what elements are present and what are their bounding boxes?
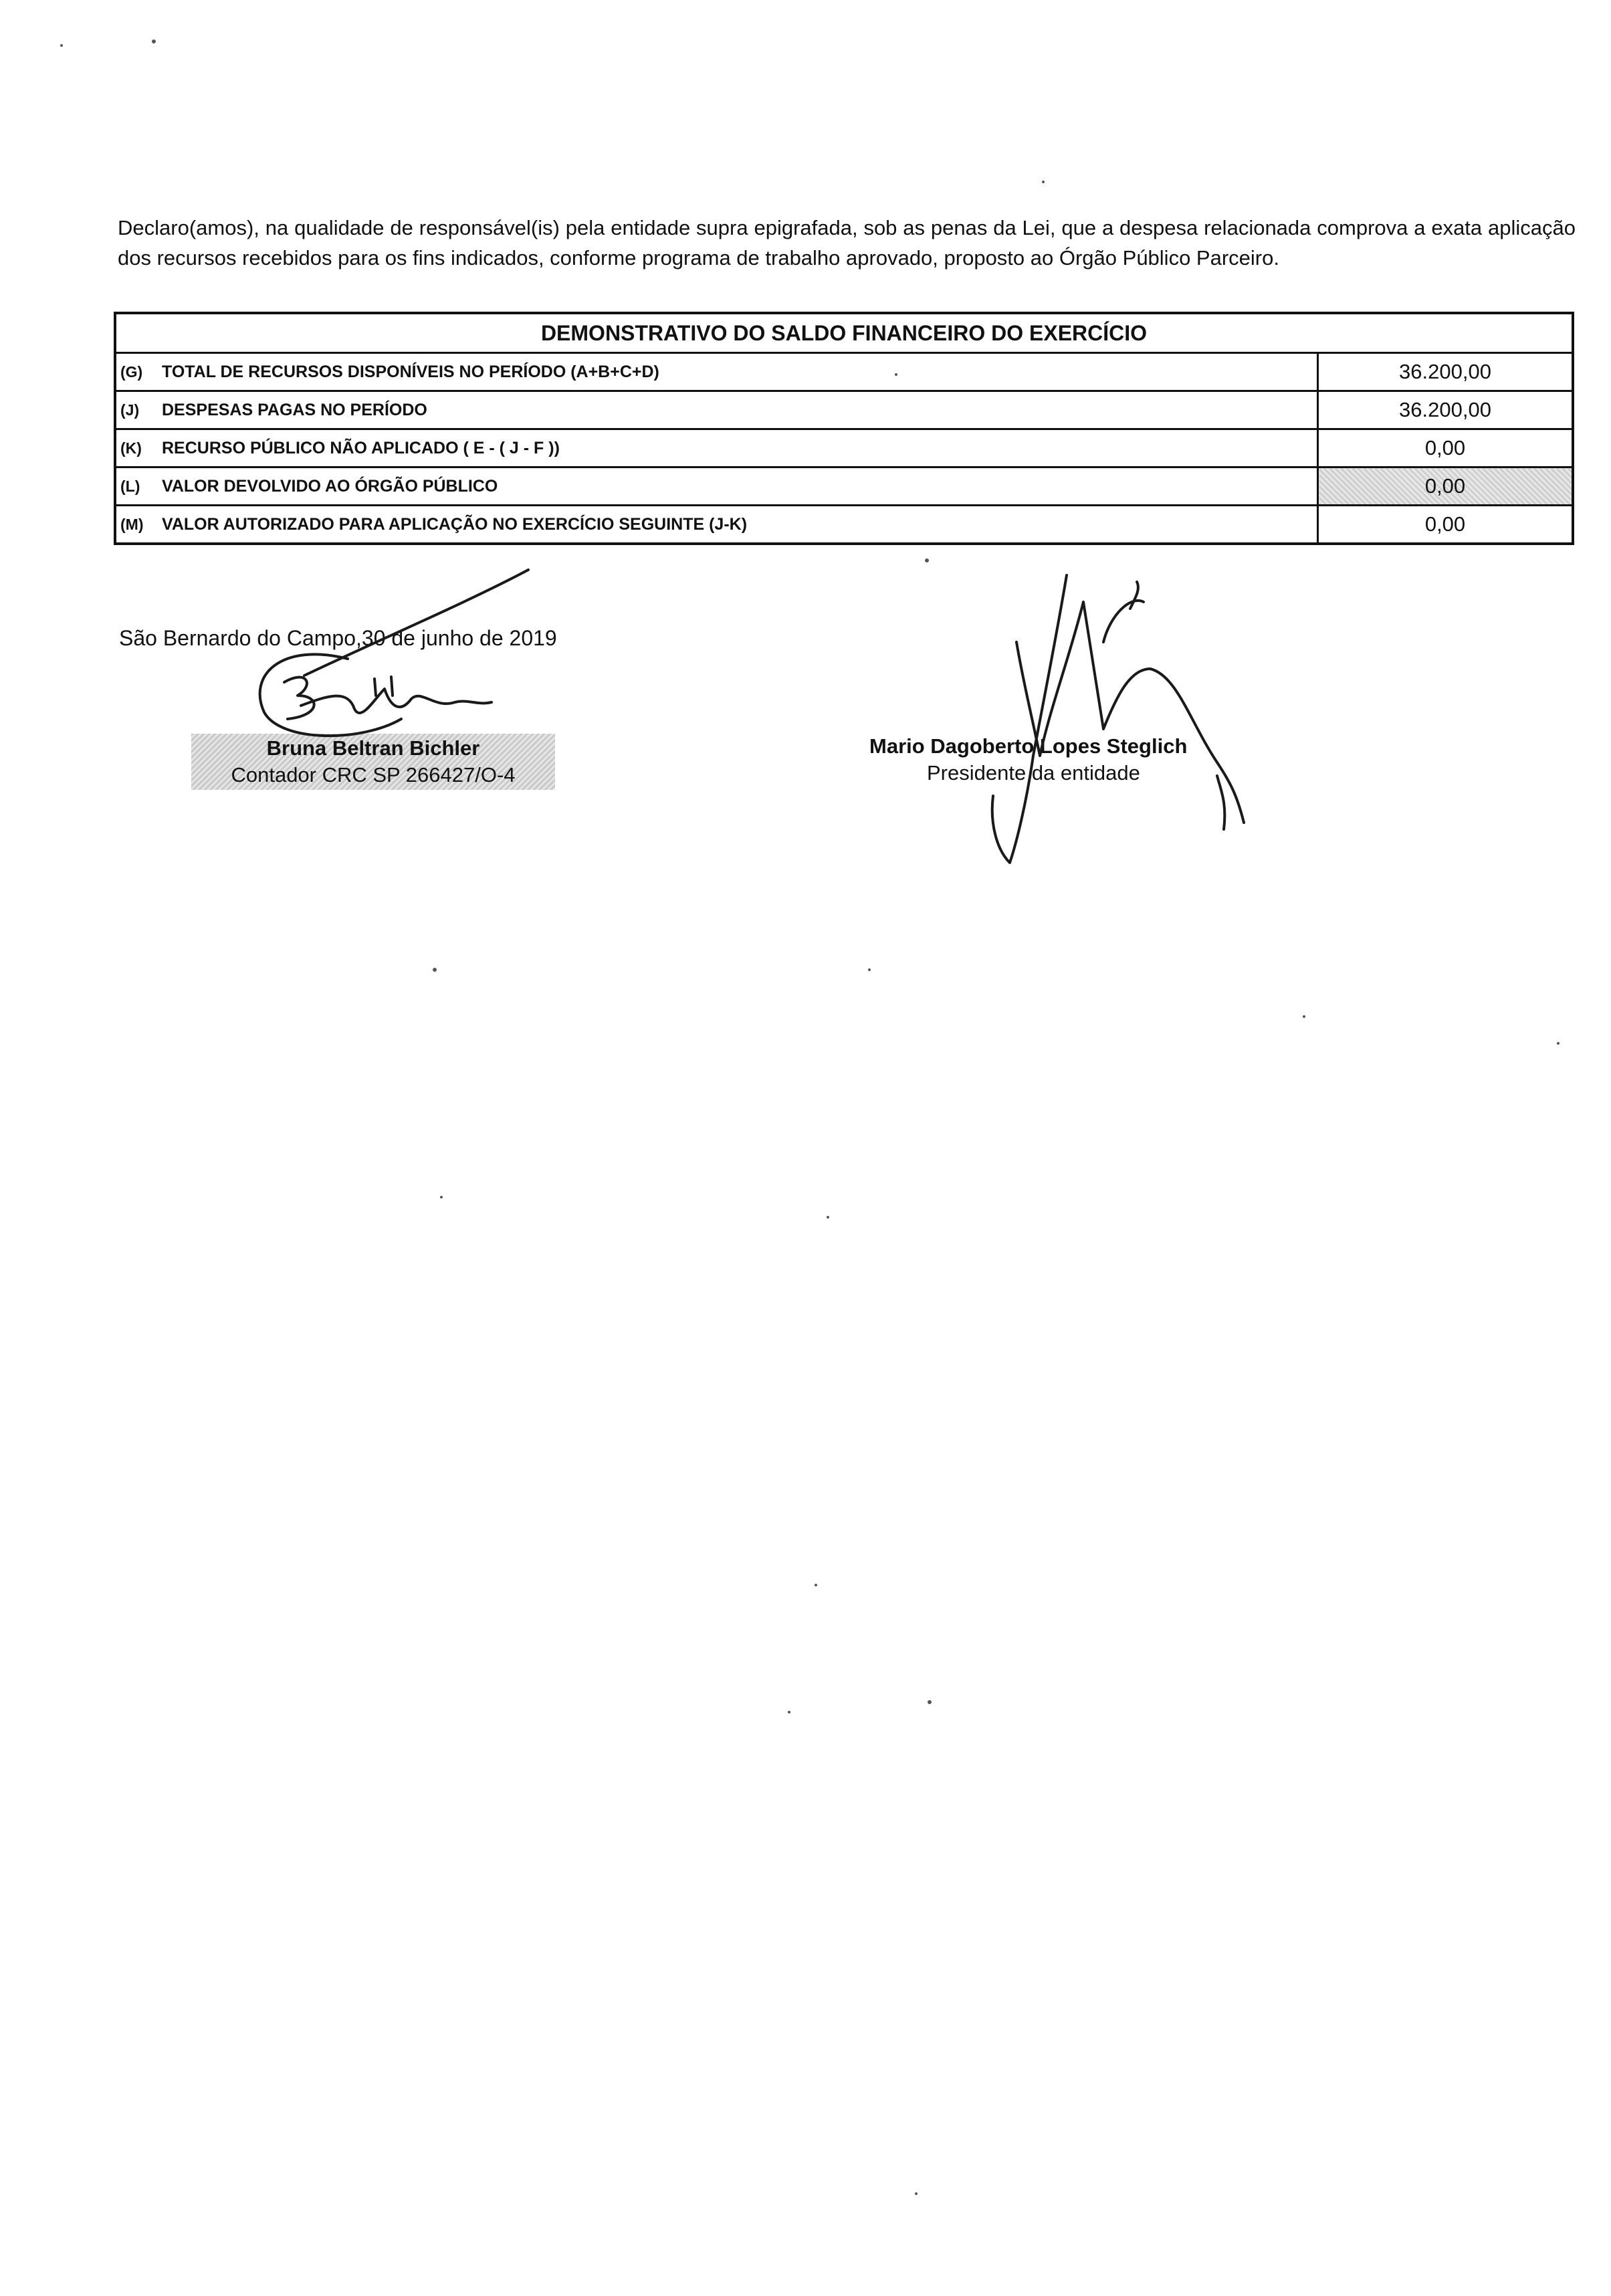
declaration-text: Declaro(amos), na qualidade de responsável(is) pela entidade supra epigrafada, sob as penas da Lei, que a despesa relacionada comprova a exata aplicação dos recursos recebidos para os fins indicados, conforme programa de trabalho aprovado, proposto ao Órgão Público Parceiro. [118, 216, 1576, 270]
row-value: 0,00 [1318, 429, 1574, 467]
table-header-row [115, 313, 1573, 353]
table-row [115, 467, 1573, 506]
right-signature-tail [1217, 776, 1224, 829]
row-label-cell [115, 429, 1318, 467]
signatory-right-name: Mario Dagoberto Lopes Steglich [869, 734, 1188, 758]
row-value: 36.200,00 [1318, 391, 1574, 429]
signatory-left-block [191, 734, 555, 790]
right-signature-flourish [1103, 582, 1144, 642]
signatory-right-block [869, 733, 1217, 787]
signatory-left-role: Contador CRC SP 266427/O-4 [231, 763, 516, 787]
row-label: DESPESAS PAGAS NO PERÍODO [162, 400, 427, 419]
table-row [115, 429, 1573, 467]
row-label-cell [115, 353, 1318, 391]
row-code: (G) [120, 362, 143, 381]
financial-balance-table [114, 312, 1574, 545]
row-label-cell [115, 467, 1318, 506]
table-row [115, 506, 1573, 544]
right-signature-scrawl [992, 575, 1244, 863]
row-label: TOTAL DE RECURSOS DISPONÍVEIS NO PERÍODO (A+B+C+D) [162, 362, 659, 381]
row-value: 0,00 [1318, 467, 1574, 506]
table-row [115, 353, 1573, 391]
left-signature-dots [374, 677, 393, 696]
signatory-left-name: Bruna Beltran Bichler [266, 736, 480, 760]
left-signature-initials [284, 677, 492, 719]
place-and-date: São Bernardo do Campo,30 de junho de 2019 [119, 626, 557, 650]
row-code: (J) [120, 401, 140, 419]
table-title: DEMONSTRATIVO DO SALDO FINANCEIRO DO EXERCÍCIO [115, 313, 1573, 353]
table-row [115, 391, 1573, 429]
row-code: (M) [120, 515, 144, 533]
signatory-right-role: Presidente da entidade [927, 761, 1140, 785]
row-label: RECURSO PÚBLICO NÃO APLICADO ( E - ( J - F )) [162, 438, 560, 457]
row-code: (L) [120, 477, 140, 495]
left-signature-loop [260, 654, 401, 736]
row-label-cell [115, 391, 1318, 429]
row-value: 36.200,00 [1318, 353, 1574, 391]
left-signature-stroke [304, 570, 528, 675]
row-label: VALOR AUTORIZADO PARA APLICAÇÃO NO EXERCÍCIO SEGUINTE (J-K) [162, 514, 748, 534]
row-value: 0,00 [1318, 506, 1574, 544]
row-code: (K) [120, 439, 142, 457]
row-label: VALOR DEVOLVIDO AO ÓRGÃO PÚBLICO [162, 476, 498, 496]
row-label-cell [115, 506, 1318, 544]
